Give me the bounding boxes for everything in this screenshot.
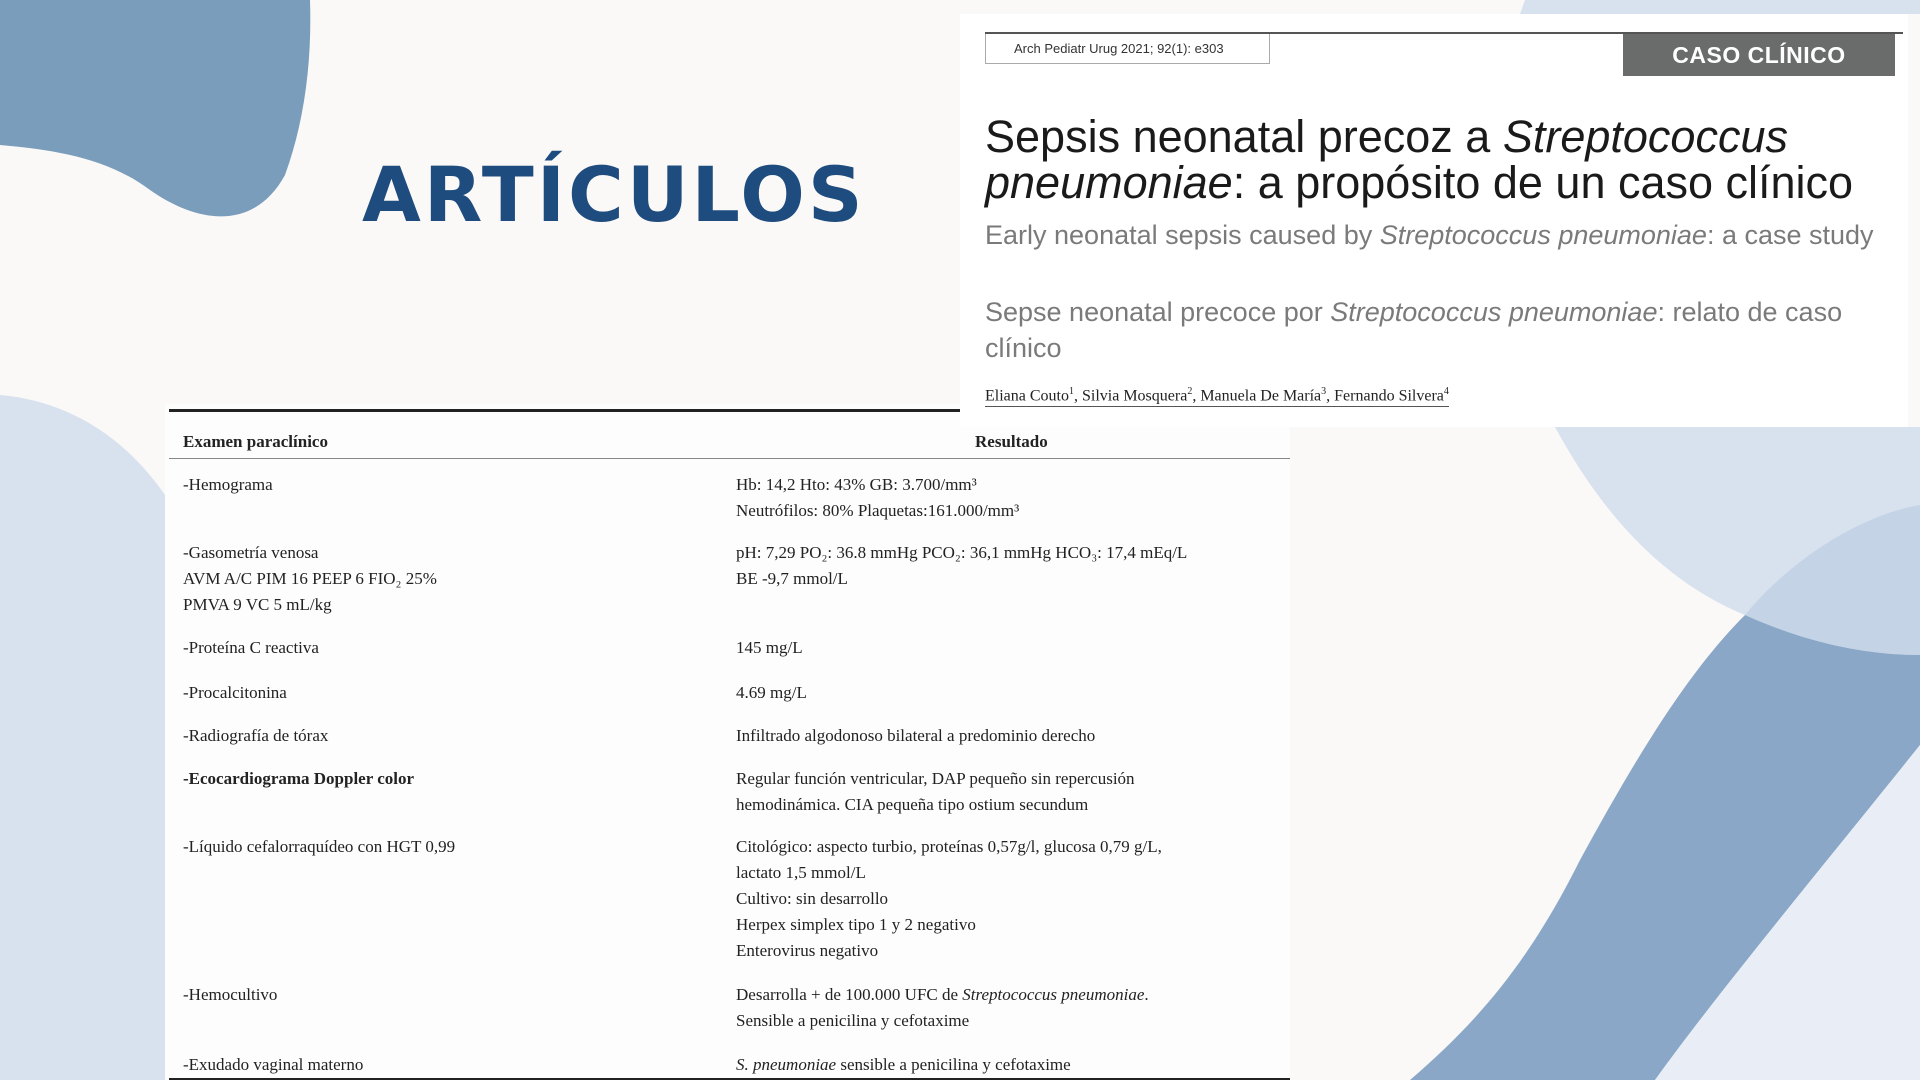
author-affiliation: 1 [1068,386,1074,397]
exam-cell: -Líquido cefalorraquídeo con HGT 0,99 [183,837,456,856]
lab-results-table [165,404,1290,1080]
result-line: Herpex simplex tipo 1 y 2 negativo [736,915,976,934]
category-badge: CASO CLÍNICO [1623,34,1895,76]
subtitle-en-text: Early neonatal sepsis caused by [985,220,1380,250]
column-header-result: Resultado [975,432,1048,451]
title-species: Streptococcus pneumoniae [985,111,1788,208]
column-header-exam: Examen paraclínico [183,432,328,451]
result-line: Regular función ventricular, DAP pequeño sin repercusión [736,769,1135,788]
result-line: BE -9,7 mmol/L [736,569,848,588]
journal-citation: Arch Pediatr Urug 2021; 92(1): e303 [985,34,1270,64]
article-title [985,111,1905,208]
exam-cell: -Proteína C reactiva [183,638,319,657]
slide-title: ARTÍCULOS [362,150,866,239]
result-line: Cultivo: sin desarrollo [736,889,889,908]
blob-top-left [0,0,310,216]
subtitle-en-species: Streptococcus pneumoniae [1379,220,1707,250]
result-line: hemodinámica. CIA pequeña tipo ostium secundum [736,795,1089,814]
exam-cell: -Ecocardiograma Doppler color [183,769,415,788]
result-cell [736,540,1296,592]
exam-cell: -Hemograma [183,475,273,494]
author: Manuela De María [1200,387,1322,405]
title-text: Sepsis neonatal precoz a [985,111,1503,162]
result-line: Neutrófilos: 80% Plaquetas:161.000/mm³ [736,501,1020,520]
result-cell: Infiltrado algodonoso bilateral a predominio derecho [736,726,1096,745]
result-cell: 145 mg/L [736,638,803,657]
result-line [736,982,1296,1008]
subtitle-portuguese [985,294,1885,366]
result-cell [736,834,1296,964]
subtitle-pt-text: Sepse neonatal precoce por [985,297,1331,327]
result-line: Hb: 14,2 Hto: 43% GB: 3.700/mm³ [736,475,977,494]
title-text-end: : a propósito de un caso clínico [1232,157,1854,208]
subtitle-pt-end: : relato de caso clínico [985,297,1843,363]
result-text-end: . [1144,985,1149,1004]
author-affiliation: 3 [1321,386,1327,397]
subtitle-english [985,217,1885,253]
table-header [169,422,1290,459]
result-species: S. pneumoniae [736,1055,837,1074]
result-line: pH: 7,29 PO₂: 36.8 mmHg PCO₂: 36,1 mmHg HCO₃: 17,4 mEq/L [736,543,1188,562]
journal-bar [985,32,1903,78]
author-list: Eliana Couto$^1$, Silvia Mosquera$^2$, Manuela De María$^3$, Fernando Silvera$^4$ [985,386,1449,407]
article-header-panel [960,14,1908,427]
result-cell [736,982,1296,1034]
result-cell [736,472,1296,524]
result-cell [736,766,1296,818]
result-cell: 4.69 mg/L [736,683,807,702]
result-line: Enterovirus negativo [736,941,879,960]
result-line: Citológico: aspecto turbio, proteínas 0,57g/l, glucosa 0,79 g/L, [736,837,1162,856]
result-line: lactato 1,5 mmol/L [736,863,866,882]
result-line: Sensible a penicilina y cefotaxime [736,1011,970,1030]
exam-cell [183,540,723,618]
exam-cell: -Exudado vaginal materno [183,1055,364,1074]
subtitle-en-end: : a case study [1706,220,1874,250]
result-cell [736,1052,1296,1078]
author: Eliana Couto [985,387,1069,405]
result-text: sensible a penicilina y cefotaxime [836,1055,1071,1074]
result-species: Streptococcus pneumoniae [962,985,1145,1004]
blob-left [0,395,165,1080]
author-affiliation: 2 [1187,386,1193,397]
subtitle-pt-species: Streptococcus pneumoniae [1330,297,1658,327]
author-affiliation: 4 [1443,386,1449,397]
exam-line: -Gasometría venosa [183,543,319,562]
exam-cell: -Hemocultivo [183,985,278,1004]
blob-top-right [1520,0,1920,14]
exam-line: AVM A/C PIM 16 PEEP 6 FIO₂ 25% [183,569,437,588]
exam-cell: -Procalcitonina [183,683,287,702]
exam-line: PMVA 9 VC 5 mL/kg [183,595,332,614]
result-text: Desarrolla + de 100.000 UFC de [736,985,963,1004]
author: Fernando Silvera [1334,387,1444,405]
author: Silvia Mosquera [1081,387,1188,405]
exam-cell: -Radiografía de tórax [183,726,329,745]
